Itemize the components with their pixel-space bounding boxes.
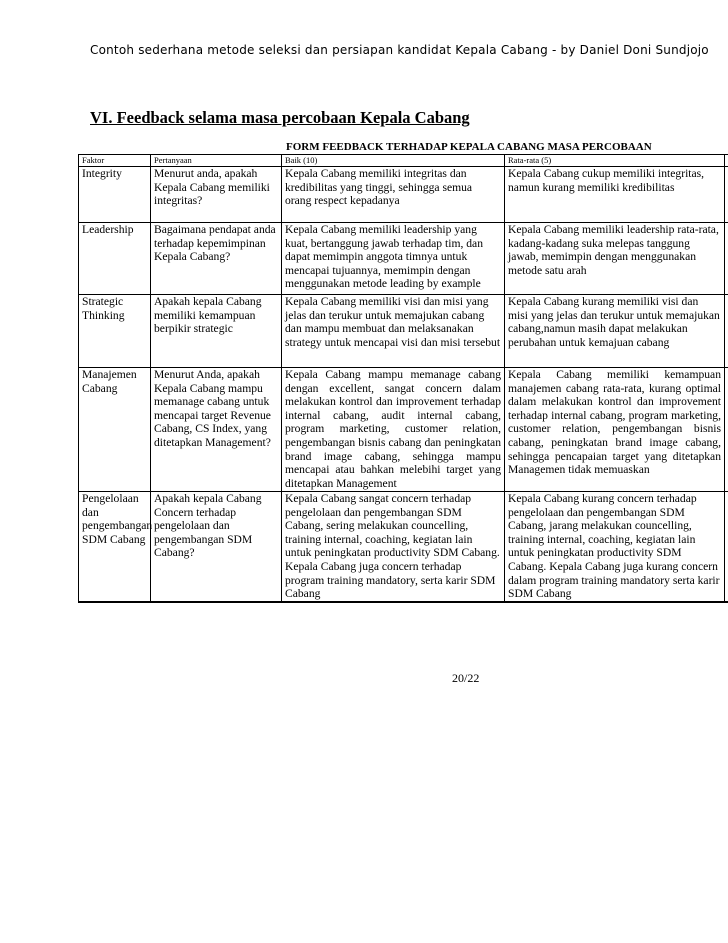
cell-rata-rata: Kepala Cabang kurang memiliki visi dan misi yang jelas dan terukur untuk memajukan cabang,namun masih dapat melakukan perubahan untuk kemajuan cabang	[505, 295, 725, 368]
form-title: FORM FEEDBACK TERHADAP KEPALA CABANG MASA PERCOBAAN	[286, 141, 652, 153]
cell-cut-off	[725, 492, 728, 602]
cell-cut-off	[725, 167, 728, 223]
cell-rata-rata: Kepala Cabang kurang concern terhadap pengelolaan dan pengembangan SDM Cabang, jarang melakukan councelling, training internal, coaching, kegiatan lain untuk peningkatan productivity SDM Cabang. Kepala Cabang juga kurang concern dalam program training mandatory serta karir SDM Cabang	[505, 492, 725, 602]
cell-faktor: Pengelolaan dan pengembangan SDM Cabang	[79, 492, 151, 602]
cell-baik: Kepala Cabang memiliki visi dan misi yang jelas dan terukur untuk memajukan cabang dan mampu membuat dan melaksanakan strategy untuk mencapai visi dan misi tersebut	[282, 295, 505, 368]
cell-pertanyaan: Apakah kepala Cabang Concern terhadap pengelolaan dan pengembangan SDM Cabang?	[151, 492, 282, 602]
feedback-table	[78, 154, 728, 603]
cell-baik: Kepala Cabang sangat concern terhadap pengelolaan dan pengembangan SDM Cabang, sering melakukan councelling, training internal, coaching, kegiatan lain untuk peningkatan productivity SDM Cabang. Kepala Cabang juga concern terhadap program training mandatory, serta karir SDM Cabang	[282, 492, 505, 602]
cell-baik: Kepala Cabang memiliki integritas dan kredibilitas yang tinggi, sehingga semua orang respect kepadanya	[282, 167, 505, 223]
cell-pertanyaan: Apakah kepala Cabang memiliki kemampuan berpikir strategic	[151, 295, 282, 368]
table-row	[79, 167, 728, 223]
cell-cut-off	[725, 223, 728, 295]
cell-faktor: Manajemen Cabang	[79, 368, 151, 492]
feedback-table-wrapper	[78, 154, 728, 603]
cell-rata-rata: Kepala Cabang cukup memiliki integritas, namun kurang memiliki kredibilitas	[505, 167, 725, 223]
cell-cut-off	[725, 295, 728, 368]
column-header-cut-off	[725, 155, 728, 167]
cell-faktor: Integrity	[79, 167, 151, 223]
running-header: Contoh sederhana metode seleksi dan persiapan kandidat Kepala Cabang - by Daniel Doni Sundjojo	[90, 43, 709, 57]
cell-pertanyaan: Menurut Anda, apakah Kepala Cabang mampu memanage cabang untuk mencapai target Revenue Cabang, CS Index, yang ditetapkan Management?	[151, 368, 282, 492]
section-title: VI. Feedback selama masa percobaan Kepala Cabang	[90, 108, 470, 127]
cell-pertanyaan: Bagaimana pendapat anda terhadap kepemimpinan Kepala Cabang?	[151, 223, 282, 295]
cell-pertanyaan: Menurut anda, apakah Kepala Cabang memiliki integritas?	[151, 167, 282, 223]
table-row	[79, 295, 728, 368]
column-header-pertanyaan: Pertanyaan	[151, 155, 282, 167]
table-row	[79, 223, 728, 295]
page-number: 20/22	[452, 671, 480, 685]
table-header-row	[79, 155, 728, 167]
cell-faktor: Leadership	[79, 223, 151, 295]
cell-faktor: Strategic Thinking	[79, 295, 151, 368]
cell-baik: Kepala Cabang memiliki leadership yang kuat, bertanggung jawab terhadap tim, dan dapat memimpin anggota timnya untuk mencapai tujuannya, memimpin dengan menggunakan metode leading by example	[282, 223, 505, 295]
column-header-baik: Baik (10)	[282, 155, 505, 167]
cell-cut-off	[725, 368, 728, 492]
cell-baik: Kepala Cabang mampu memanage cabang dengan excellent, sangat concern dalam melakukan kontrol dan improvement terhadap internal cabang, audit internal cabang, program marketing, customer relation, pengembangan bisnis cabang dan peningkatan brand image cabang, sehingga mampu mencapai atau bahkan melebihi target yang ditetapkan Management	[282, 368, 505, 492]
table-row	[79, 368, 728, 492]
column-header-rata-rata: Rata-rata (5)	[505, 155, 725, 167]
cell-rata-rata: Kepala Cabang memiliki kemampuan manajemen cabang rata-rata, kurang optimal dalam melakukan kontrol dan improvement terhadap internal cabang, program marketing, customer relation, pengembangan bisnis cabang, peningkatan brand image cabang, sehingga pencapaian target yang ditetapkan Managemen tidak memuaskan	[505, 368, 725, 492]
column-header-faktor: Faktor	[79, 155, 151, 167]
cell-rata-rata: Kepala Cabang memiliki leadership rata-rata, kadang-kadang suka melepas tanggung jawab, memimpin dengan menggunakan metode satu arah	[505, 223, 725, 295]
table-row	[79, 492, 728, 602]
